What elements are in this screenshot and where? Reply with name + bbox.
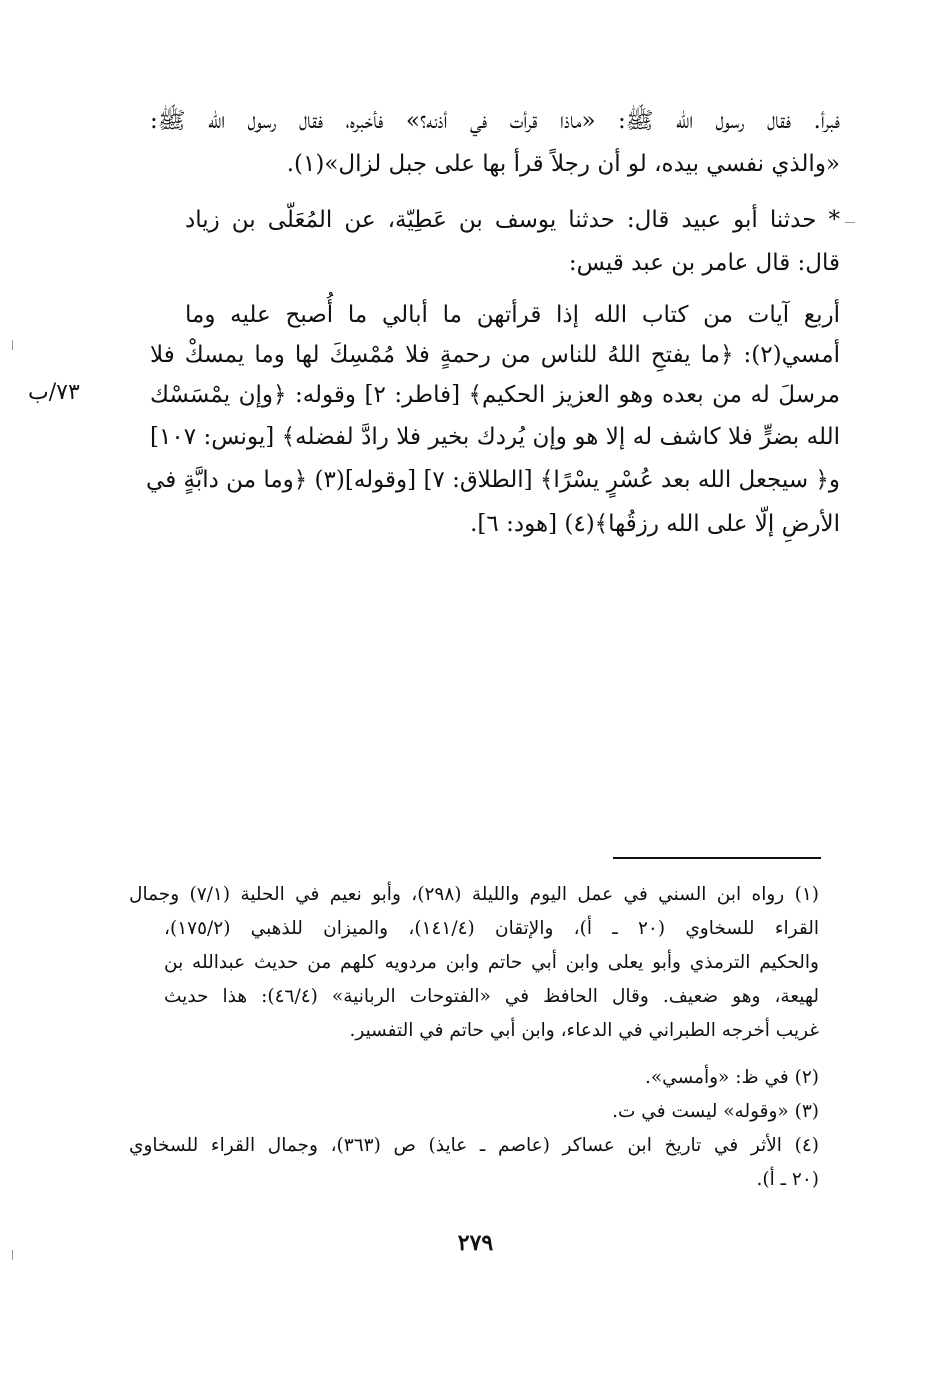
- body-line-9: و﴿ سيجعل الله بعد عُسْرٍ يسْرًا﴾ [الطلاق: ٧] [وقوله](٣) ﴿وما من دابَّةٍ في: [146, 467, 840, 493]
- footnote-4-line-1: (٤) الأثر في تاريخ ابن عساكر (عاصم ـ عايذ) ص (٣٦٣)، وجمال القراء للسخاوي: [129, 1135, 819, 1156]
- footnote-2: (٢) في ظ: «وأمسي».: [644, 1067, 819, 1088]
- body-line-4: قال: قال عامر بن عبد قيس:: [568, 250, 840, 276]
- body-line-7: مرسلَ له من بعده وهو العزيز الحكيم﴾ [فاطر: ٢] وقوله: ﴿وإن يمْسَسْك: [150, 382, 840, 408]
- scan-mark: [12, 1250, 13, 1260]
- footnote-separator: [613, 857, 821, 859]
- body-line-6: أمسي(٢): ﴿ما يفتحِ اللهُ للناس من رحمةٍ فلا مُمْسِكَ لها وما يمسكْ فلا: [150, 342, 840, 368]
- footnote-1-line-2: القراء للسخاوي (٢٠ ـ أ)، والإتقان (١٤١/٤)، والميزان للذهبي (١٧٥/٢)،: [164, 918, 820, 939]
- footnote-1-line-3: والحكيم الترمذي وأبو يعلى وابن أبي حاتم وابن مردويه كلهم من حديث عبدالله بن: [164, 952, 819, 973]
- body-line-1: فبرأ. فقال رسول الله ﷺ: «ماذا قرأت في أذنه؟» فأخبره، فقال رسول الله ﷺ:: [150, 108, 840, 134]
- footnote-1-line-5: غريب أخرجه الطبراني في الدعاء، وابن أبي حاتم في التفسير.: [349, 1020, 819, 1041]
- page-number: ٢٧٩: [457, 1230, 494, 1256]
- footnote-4-line-2: (٢٠ ـ أ).: [756, 1169, 819, 1190]
- footnote-1-line-1: (١) رواه ابن السني في عمل اليوم والليلة (٢٩٨)، وأبو نعيم في الحلية (٧/١) وجمال: [129, 884, 819, 905]
- scan-mark: [845, 222, 855, 223]
- body-line-2: «والذي نفسي بيده، لو أن رجلاً قرأ بها على جبل لزال»(١).: [286, 151, 840, 177]
- margin-folio-note: ٧٣/ب: [28, 380, 80, 405]
- body-line-3: * حدثنا أبو عبيد قال: حدثنا يوسف بن عَطِيّة، عن المُعَلّى بن زياد: [185, 207, 840, 233]
- footnote-3: (٣) «وقوله» ليست في ت.: [612, 1101, 819, 1122]
- scan-mark: [12, 340, 13, 350]
- body-line-5: أربع آيات من كتاب الله إذا قرأتهن ما أبالي ما أُصبح عليه وما: [185, 302, 840, 328]
- footnote-1-line-4: لهيعة، وهو ضعيف. وقال الحافظ في «الفتوحات الربانية» (٤٦/٤): هذا حديث: [164, 986, 820, 1007]
- body-line-10: الأرضِ إلّا على الله رزقُها﴾(٤) [هود: ٦].: [470, 511, 840, 537]
- body-line-8: الله بضرٍّ فلا كاشف له إلا هو وإن يُردك بخير فلا رادَّ لفضله﴾ [يونس: ١٠٧]: [150, 424, 840, 450]
